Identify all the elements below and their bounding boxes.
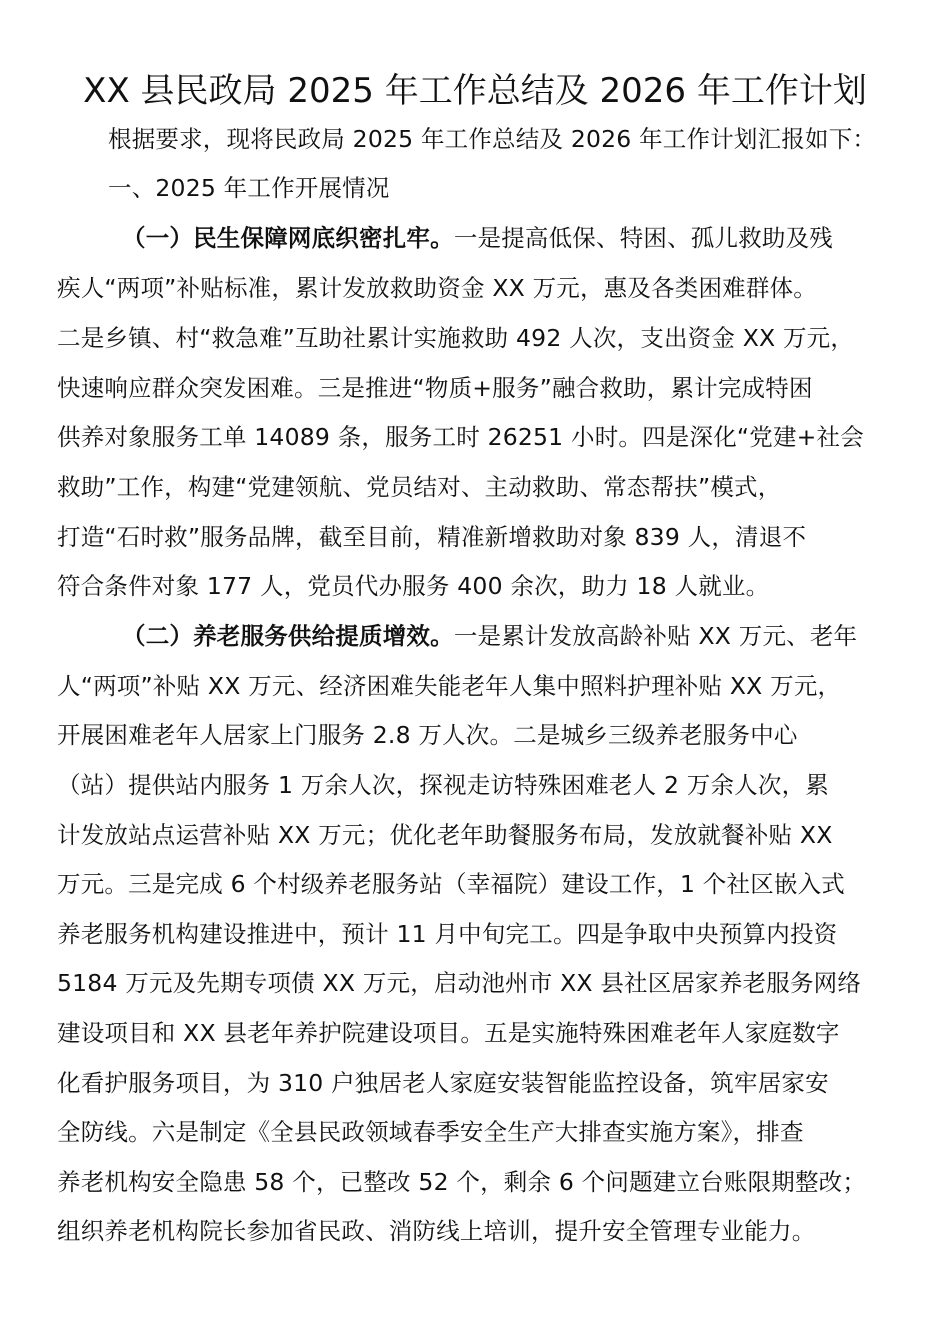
paragraph-line: 快速响应群众突发困难。三是推进“物质+服务”融合救助，累计完成特困 <box>57 374 813 402</box>
paragraph-line: 符合条件对象 177 人，党员代办服务 400 余次，助力 18 人就业。 <box>57 572 770 600</box>
subsection-1-text: 一是提高低保、特困、孤儿救助及残 <box>453 224 834 252</box>
paragraph-line: 打造“石时救”服务品牌，截至目前，精准新增救助对象 839 人，清退不 <box>57 523 807 551</box>
paragraph-line: 救助”工作，构建“党建领航、党员结对、主动救助、常态帮扶”模式， <box>57 473 782 501</box>
paragraph-line: 开展困难老年人居家上门服务 2.8 万人次。二是城乡三级养老服务中心 <box>57 721 798 749</box>
paragraph-line: 人“两项”补贴 XX 万元、经济困难失能老年人集中照料护理补贴 XX 万元， <box>57 672 842 700</box>
subsection-1-heading: （一）民生保障网底织密扎牢。 <box>122 224 454 252</box>
section-heading-one: 一、2025 年工作开展情况 <box>108 174 390 202</box>
paragraph-line: 组织养老机构院长参加省民政、消防线上培训，提升安全管理专业能力。 <box>57 1217 816 1245</box>
subsection-1-first-line <box>122 223 833 253</box>
paragraph-line: 疾人“两项”补贴标准，累计发放救助资金 XX 万元，惠及各类困难群体。 <box>57 274 817 302</box>
subsection-2-heading: （二）养老服务供给提质增效。 <box>122 622 454 650</box>
paragraph-line: 建设项目和 XX 县老年养护院建设项目。五是实施特殊困难老年人家庭数字 <box>57 1019 840 1047</box>
paragraph-line: 计发放站点运营补贴 XX 万元；优化老年助餐服务布局，发放就餐补贴 XX <box>57 821 833 849</box>
paragraph-line: 化看护服务项目，为 310 户独居老人家庭安装智能监控设备，筑牢居家安 <box>57 1069 829 1097</box>
paragraph-line: 二是乡镇、村“救急难”互助社累计实施救助 492 人次，支出资金 XX 万元， <box>57 324 855 352</box>
subsection-2-first-line <box>122 621 857 651</box>
paragraph-line: 全防线。六是制定《全县民政领域春季安全生产大排查实施方案》，排查 <box>57 1118 804 1146</box>
paragraph-line: 养老机构安全隐患 58 个，已整改 52 个，剩余 6 个问题建立台账限期整改； <box>57 1168 867 1196</box>
paragraph-line: 万元。三是完成 6 个村级养老服务站（幸福院）建设工作，1 个社区嵌入式 <box>57 870 846 898</box>
paragraph-line: （站）提供站内服务 1 万余人次，探视走访特殊困难老人 2 万余人次，累 <box>57 771 829 799</box>
subsection-2-text: 一是累计发放高龄补贴 XX 万元、老年 <box>453 622 858 650</box>
paragraph-line: 5184 万元及先期专项债 XX 万元，启动池州市 XX 县社区居家养老服务网络 <box>57 969 862 997</box>
paragraph-line: 养老服务机构建设推进中，预计 11 月中旬完工。四是争取中央预算内投资 <box>57 920 838 948</box>
document-title: XX 县民政局 2025 年工作总结及 2026 年工作计划 <box>83 71 867 111</box>
paragraph-line: 供养对象服务工单 14089 条，服务工时 26251 小时。四是深化“党建+社会 <box>57 423 864 451</box>
intro-paragraph: 根据要求，现将民政局 2025 年工作总结及 2026 年工作计划汇报如下： <box>108 125 877 153</box>
